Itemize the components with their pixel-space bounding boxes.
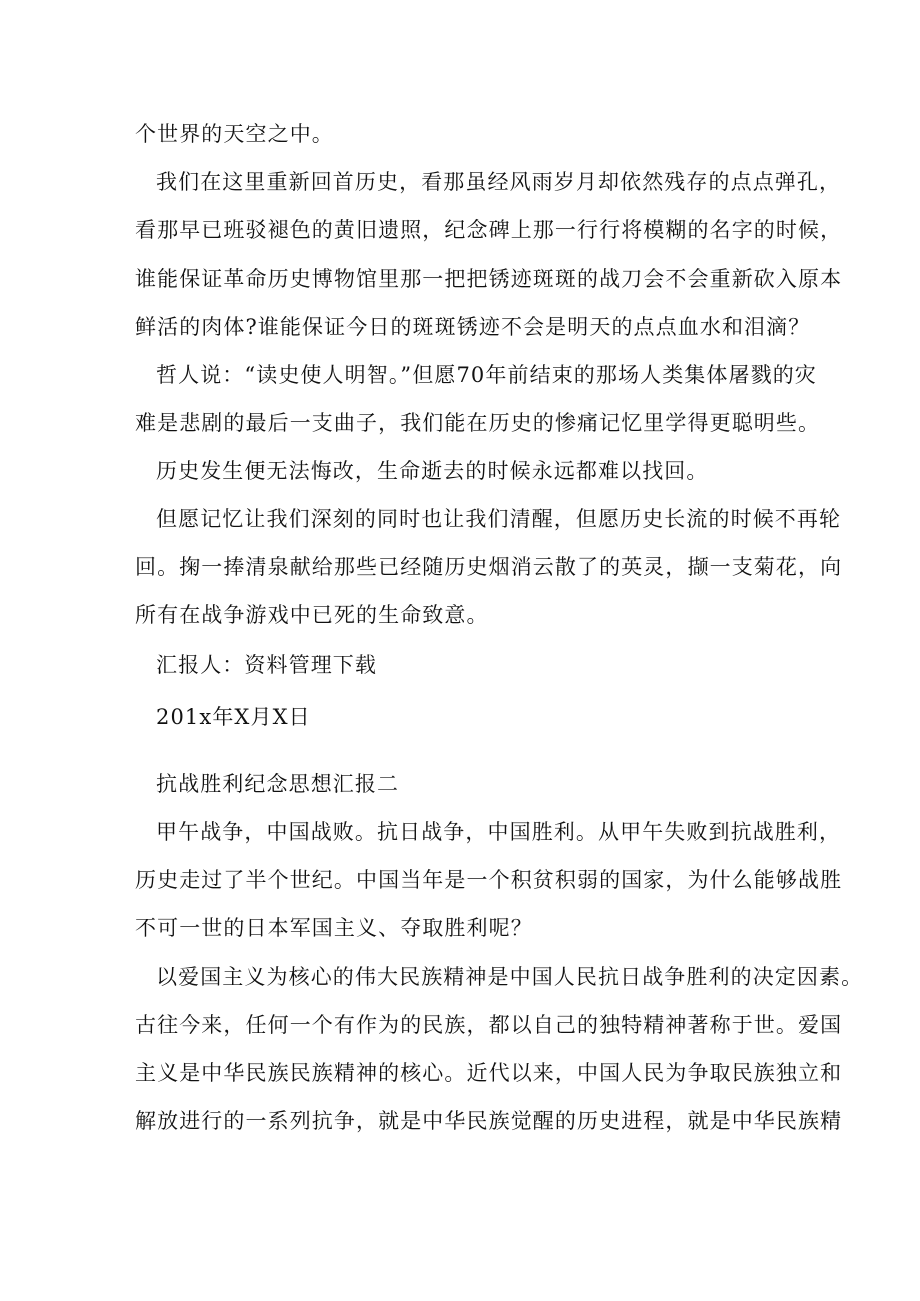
paragraph-line: 不可一世的日本军国主义、夺取胜利呢？ <box>135 916 533 940</box>
paragraph-line: 解放进行的一系列抗争，就是中华民族觉醒的历史进程，就是中华民族精 <box>135 1109 843 1133</box>
paragraph-line: 但愿记忆让我们深刻的同时也让我们清醒，但愿历史长流的时候不再轮 <box>156 507 842 531</box>
paragraph-line: 所有在战争游戏中已死的生命致意。 <box>135 603 489 627</box>
date-line: 201x年X月X日 <box>156 705 311 729</box>
section-title: 抗战胜利纪念思想汇报二 <box>156 772 400 796</box>
paragraph-line: 历史走过了半个世纪。中国当年是一个积贫积弱的国家，为什么能够战胜 <box>135 868 843 892</box>
paragraph-line: 主义是中华民族民族精神的核心。近代以来，中国人民为争取民族独立和 <box>135 1061 843 1085</box>
paragraph-line: 我们在这里重新回首历史，看那虽经风雨岁月却依然残存的点点弹孔， <box>156 170 842 194</box>
paragraph-line: 古往今来，任何一个有作为的民族，都以自己的独特精神著称于世。爱国 <box>135 1013 843 1037</box>
paragraph-line: 历史发生便无法悔改，生命逝去的时候永远都难以找回。 <box>156 459 709 483</box>
paragraph-line: 难是悲剧的最后一支曲子，我们能在历史的惨痛记忆里学得更聪明些。 <box>135 411 821 435</box>
paragraph-line: 看那早已班驳褪色的黄旧遗照，纪念碑上那一行行将模糊的名字的时候， <box>135 218 843 242</box>
paragraph-line: 回。掬一捧清泉献给那些已经随历史烟消云散了的英灵，撷一支菊花，向 <box>135 555 843 579</box>
paragraph-line: 甲午战争，中国战败。抗日战争，中国胜利。从甲午失败到抗战胜利， <box>156 820 842 844</box>
paragraph-line: 个世界的天空之中。 <box>135 122 334 146</box>
paragraph-line: 鲜活的肉体?谁能保证今日的斑斑锈迹不会是明天的点点血水和泪滴？ <box>135 315 811 339</box>
paragraph-line: 哲人说：“读史使人明智。”但愿70年前结束的那场人类集体屠戮的灾 <box>156 363 817 387</box>
paragraph-line: 谁能保证革命历史博物馆里那一把把锈迹斑斑的战刀会不会重新砍入原本 <box>135 267 843 291</box>
paragraph-line: 以爱国主义为核心的伟大民族精神是中国人民抗日战争胜利的决定因素。 <box>156 965 864 989</box>
reporter-line: 汇报人：资料管理下载 <box>156 653 377 677</box>
